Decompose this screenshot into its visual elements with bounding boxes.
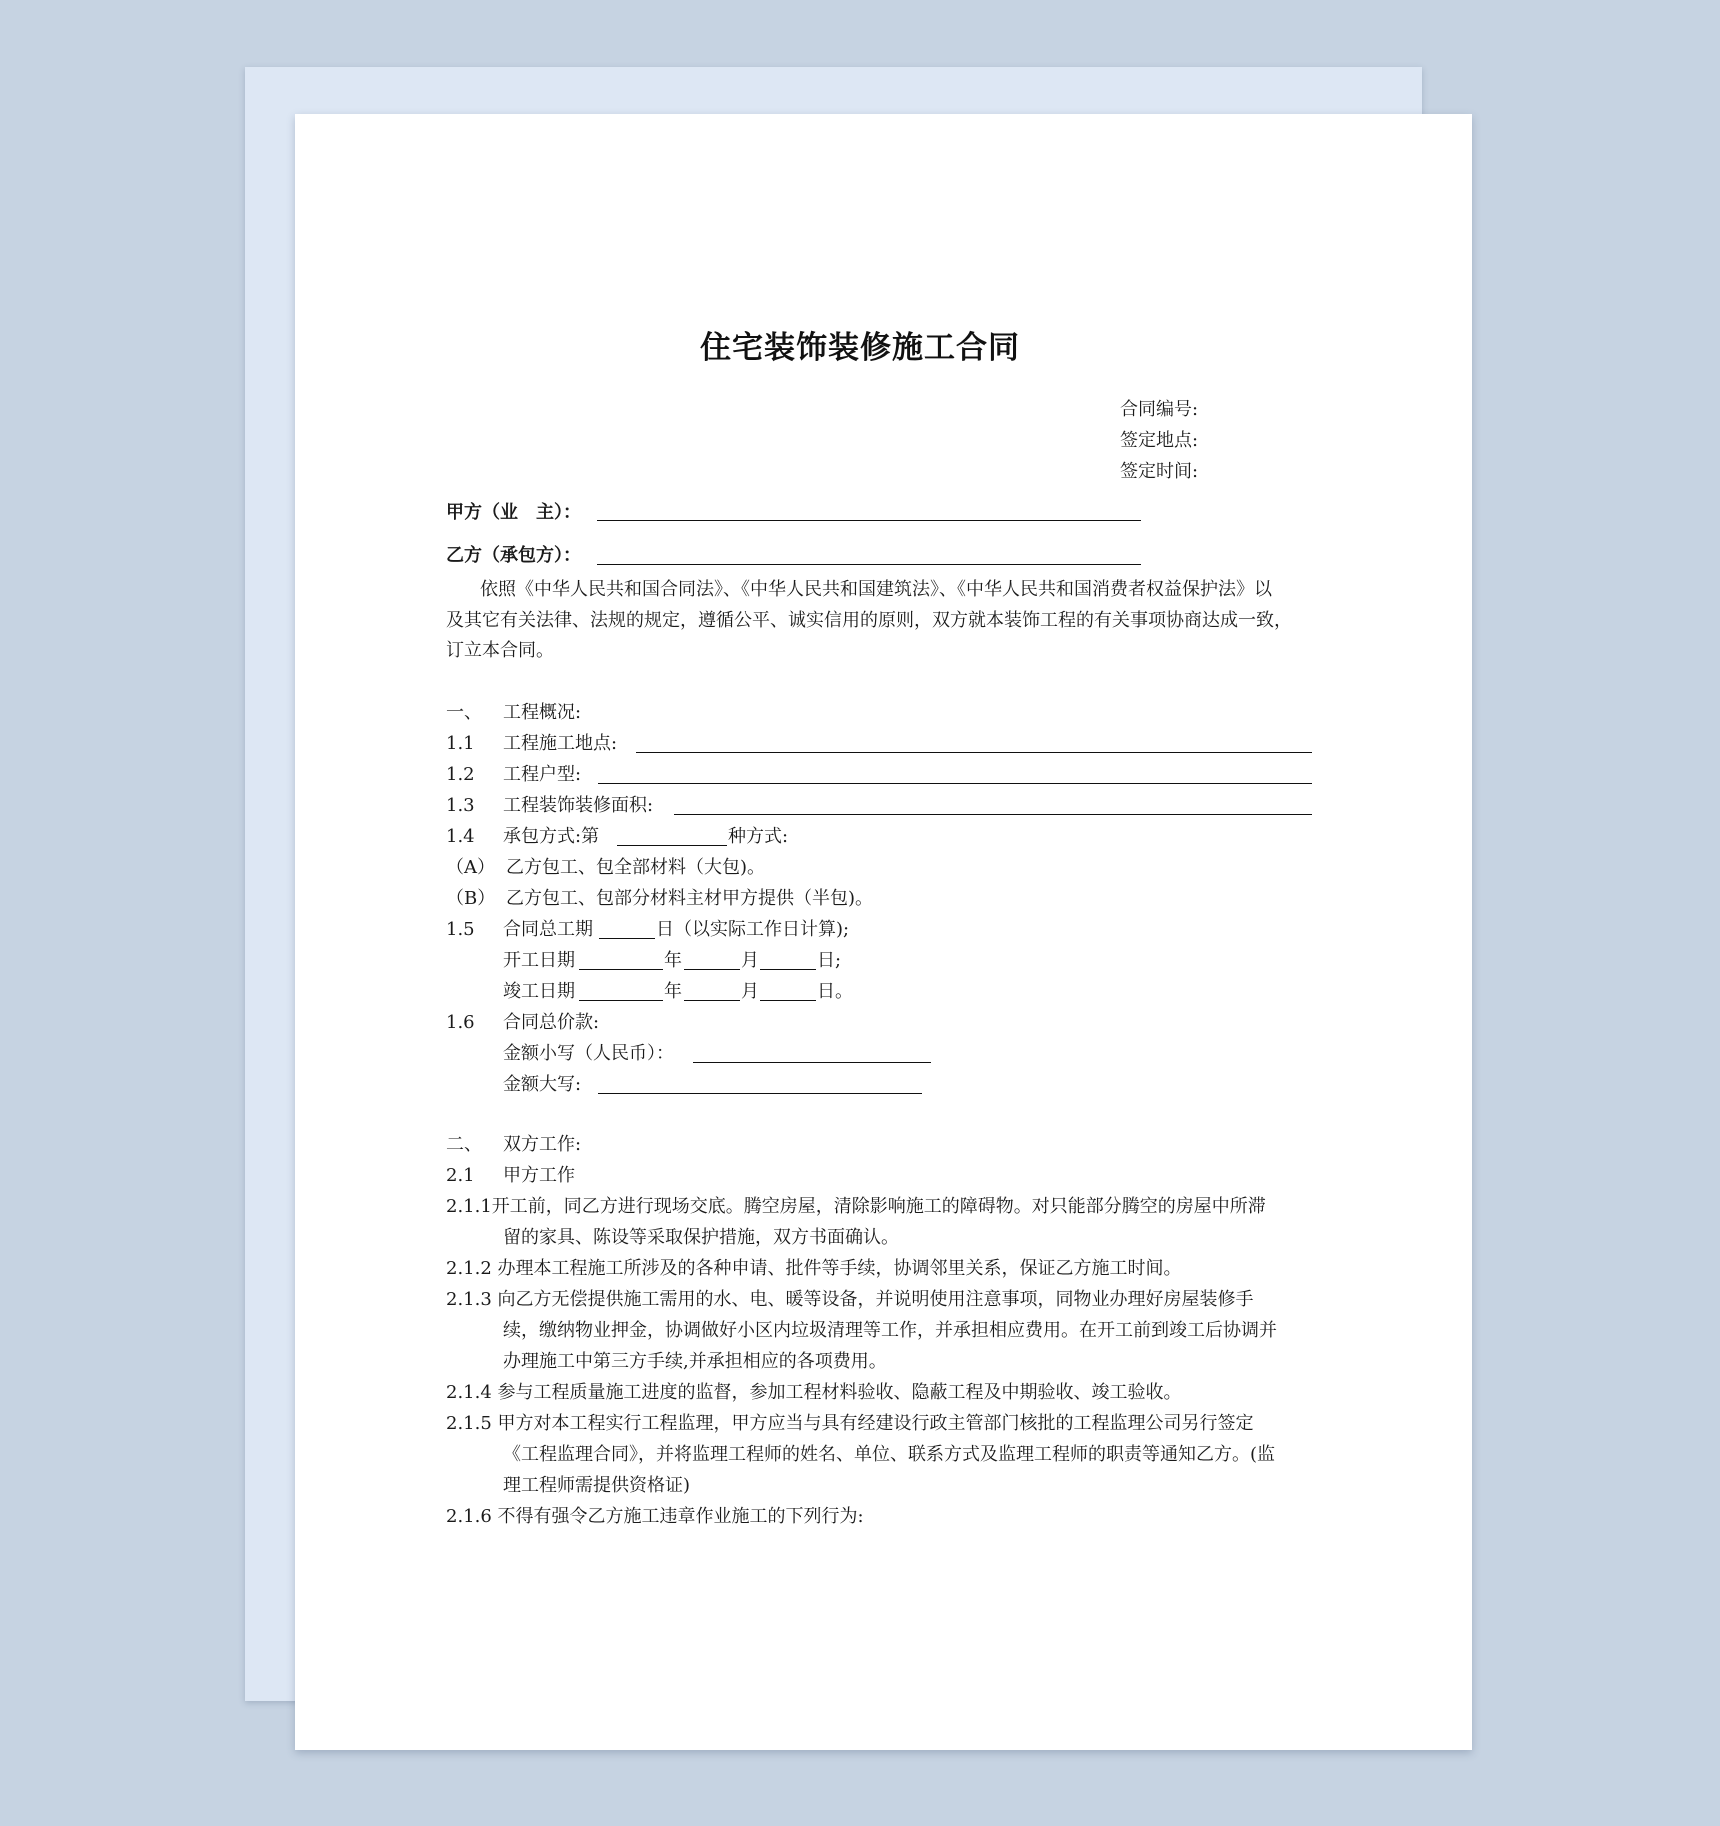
item-1-6-number: 1.6 xyxy=(446,1012,475,1033)
item-1-3-number: 1.3 xyxy=(446,795,475,816)
intro-line-3: 订立本合同。 xyxy=(446,640,554,661)
document-title: 住宅装饰装修施工合同 xyxy=(700,330,1020,366)
sign-time-label: 签定时间: xyxy=(1120,461,1199,482)
clause-2-1-1-line-1: 2.1.1开工前，同乙方进行现场交底。腾空房屋，清除影响施工的障碍物。对只能部分腾空的房屋中所滞 xyxy=(446,1196,1266,1217)
sign-place-label: 签定地点: xyxy=(1120,430,1199,451)
start-month-unit: 月 xyxy=(741,950,759,971)
clause-2-1-2: 2.1.2 办理本工程施工所涉及的各种申请、批件等手续，协调邻里关系，保证乙方施工时间。 xyxy=(446,1258,1182,1279)
item-1-1-number: 1.1 xyxy=(446,733,475,754)
total-days-blank xyxy=(599,938,655,939)
start-month-blank xyxy=(684,969,740,970)
section-1-number: 一、 xyxy=(446,702,482,723)
section-2-number: 二、 xyxy=(446,1134,482,1155)
contract-number-label: 合同编号: xyxy=(1120,399,1199,420)
clause-2-1-3-line-1: 2.1.3 向乙方无偿提供施工需用的水、电、暖等设备，并说明使用注意事项，同物业办理好房屋装修手 xyxy=(446,1289,1254,1310)
end-year-unit: 年 xyxy=(664,981,682,1002)
amount-small-blank xyxy=(693,1062,931,1063)
end-year-blank xyxy=(579,1000,663,1001)
area-blank xyxy=(674,814,1312,815)
intro-line-2: 及其它有关法律、法规的规定，遵循公平、诚实信用的原则，双方就本装饰工程的有关事项协商达成一致， xyxy=(446,610,1292,631)
item-1-6-label: 合同总价款: xyxy=(503,1012,600,1033)
clause-2-1-1-line-2: 留的家具、陈设等采取保护措施，双方书面确认。 xyxy=(503,1227,899,1248)
contract-method-blank xyxy=(617,845,727,846)
end-month-blank xyxy=(684,1000,740,1001)
item-1-4-suffix: 种方式: xyxy=(728,826,789,847)
option-a-text: 乙方包工、包全部材料（大包)。 xyxy=(506,857,766,878)
item-1-3-label: 工程装饰装修面积: xyxy=(503,795,654,816)
end-day-unit: 日。 xyxy=(817,981,853,1002)
clause-2-1-5-line-1: 2.1.5 甲方对本工程实行工程监理，甲方应当与具有经建设行政主管部门核批的工程监理公司另行签定 xyxy=(446,1413,1254,1434)
option-b-text: 乙方包工、包部分材料主材甲方提供（半包)。 xyxy=(506,888,874,909)
item-1-5-label: 合同总工期 xyxy=(503,919,593,940)
amount-big-blank xyxy=(598,1093,922,1094)
start-year-unit: 年 xyxy=(664,950,682,971)
party-b-label: 乙方（承包方）： xyxy=(446,545,581,566)
item-1-4-label: 承包方式:第 xyxy=(503,826,600,847)
end-date-label: 竣工日期 xyxy=(503,981,575,1002)
start-year-blank xyxy=(579,969,663,970)
amount-big-label: 金额大写: xyxy=(503,1074,582,1095)
item-2-1-number: 2.1 xyxy=(446,1165,475,1186)
item-1-1-label: 工程施工地点: xyxy=(503,733,618,754)
clause-2-1-3-line-3: 办理施工中第三方手续,并承担相应的各项费用。 xyxy=(503,1351,887,1372)
party-a-blank xyxy=(597,520,1141,521)
end-day-blank xyxy=(760,1000,816,1001)
party-a-label: 甲方（业 主）： xyxy=(446,502,581,523)
end-month-unit: 月 xyxy=(741,981,759,1002)
start-date-label: 开工日期 xyxy=(503,950,575,971)
clause-2-1-3-line-2: 续，缴纳物业押金，协调做好小区内垃圾清理等工作，并承担相应费用。在开工前到竣工后协调并 xyxy=(503,1320,1277,1341)
section-2-title: 双方工作: xyxy=(503,1134,582,1155)
party-b-blank xyxy=(597,564,1141,565)
option-a-label: （A） xyxy=(446,857,495,878)
amount-small-label: 金额小写（人民币）： xyxy=(503,1043,674,1064)
item-1-2-number: 1.2 xyxy=(446,764,475,785)
site-address-blank xyxy=(636,752,1312,753)
item-1-4-number: 1.4 xyxy=(446,826,475,847)
section-1-title: 工程概况: xyxy=(503,702,582,723)
option-b-label: （B） xyxy=(446,888,496,909)
clause-2-1-4: 2.1.4 参与工程质量施工进度的监督，参加工程材料验收、隐蔽工程及中期验收、竣工验收。 xyxy=(446,1382,1182,1403)
item-2-1-label: 甲方工作 xyxy=(503,1165,575,1186)
start-day-unit: 日; xyxy=(817,950,842,971)
item-1-5-number: 1.5 xyxy=(446,919,475,940)
item-1-5-suffix: 日（以实际工作日计算); xyxy=(656,919,850,940)
intro-line-1: 依照《中华人民共和国合同法》、《中华人民共和国建筑法》、《中华人民共和国消费者权益保护法》以 xyxy=(480,579,1272,600)
clause-2-1-5-line-3: 理工程师需提供资格证) xyxy=(503,1475,691,1496)
clause-2-1-6: 2.1.6 不得有强令乙方施工违章作业施工的下列行为: xyxy=(446,1506,864,1527)
house-type-blank xyxy=(598,783,1312,784)
clause-2-1-5-line-2: 《工程监理合同》，并将监理工程师的姓名、单位、联系方式及监理工程师的职责等通知乙方。(监 xyxy=(503,1444,1276,1465)
item-1-2-label: 工程户型: xyxy=(503,764,582,785)
start-day-blank xyxy=(760,969,816,970)
